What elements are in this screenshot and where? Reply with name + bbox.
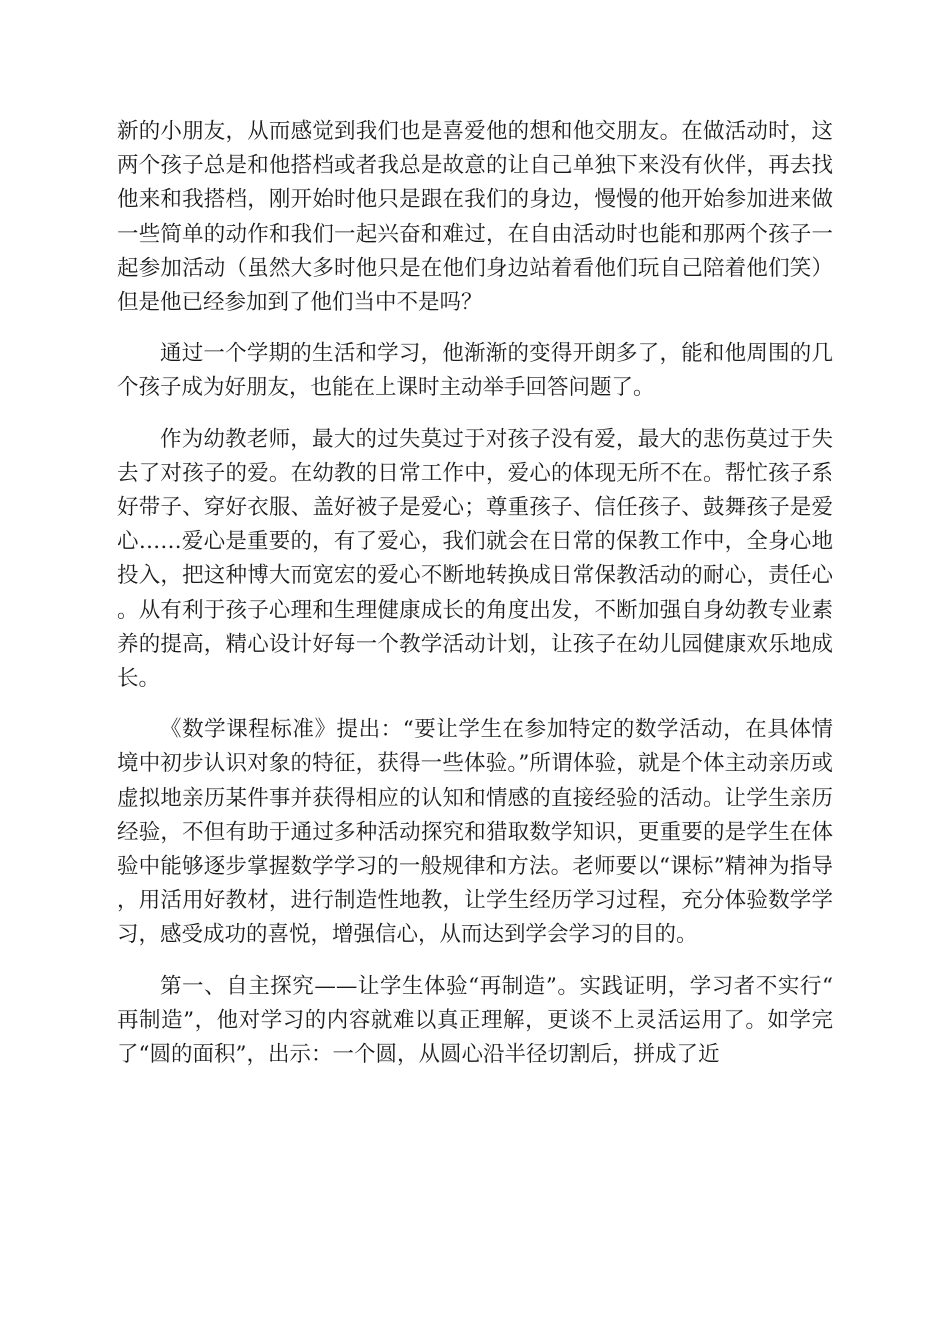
document-body	[117, 115, 833, 1072]
paragraph-1: 新的小朋友，从而感觉到我们也是喜爱他的想和他交朋友。在做活动时，这两个孩子总是和他搭档或者我总是故意的让自己单独下来没有伙伴，再去找他来和我搭档，刚开始时他只是跟在我们的身边，慢慢的他开始参加进来做一些简单的动作和我们一起兴奋和难过，在自由活动时也能和那两个孩子一起参加活动（虽然大多时他只是在他们身边站着看他们玩自己陪着他们笑）但是他已经参加到了他们当中不是吗？	[117, 119, 833, 316]
paragraph-4: 《数学课程标准》提出：“要让学生在参加特定的数学活动，在具体情境中初步认识对象的特征，获得一些体验。”所谓体验，就是个体主动亲历或虚拟地亲历某件事并获得相应的认知和情感的直接经验的活动。让学生亲历经验，不但有助于通过多种活动探究和猎取数学知识，更重要的是学生在体验中能够逐步掌握数学学习的一般规律和方法。老师要以“课标”精神为指导，用活用好教材，进行制造性地教，让学生经历学习过程，充分体验数学学习，感受成功的喜悦，增强信心，从而达到学会学习的目的。	[117, 717, 833, 948]
paragraph-5: 第一、自主探究——让学生体验“再制造”。实践证明，学习者不实行“再制造”，他对学习的内容就难以真正理解，更谈不上灵活运用了。如学完了“圆的面积”，出示：一个圆，从圆心沿半径切割后，拼成了近	[117, 973, 833, 1068]
paragraph-2: 通过一个学期的生活和学习，他渐渐的变得开朗多了，能和他周围的几个孩子成为好朋友，也能在上课时主动举手回答问题了。	[117, 341, 833, 401]
paragraph-3: 作为幼教老师，最大的过失莫过于对孩子没有爱，最大的悲伤莫过于失去了对孩子的爱。在幼教的日常工作中，爱心的体现无所不在。帮忙孩子系好带子、穿好衣服、盖好被子是爱心；尊重孩子、信任孩子、鼓舞孩子是爱心……爱心是重要的，有了爱心，我们就会在日常的保教工作中，全身心地投入，把这种博大而宽宏的爱心不断地转换成日常保教活动的耐心，责任心。从有利于孩子心理和生理健康成长的角度出发，不断加强自身幼教专业素养的提高，精心设计好每一个教学活动计划，让孩子在幼儿园健康欢乐地成长。	[117, 426, 833, 692]
